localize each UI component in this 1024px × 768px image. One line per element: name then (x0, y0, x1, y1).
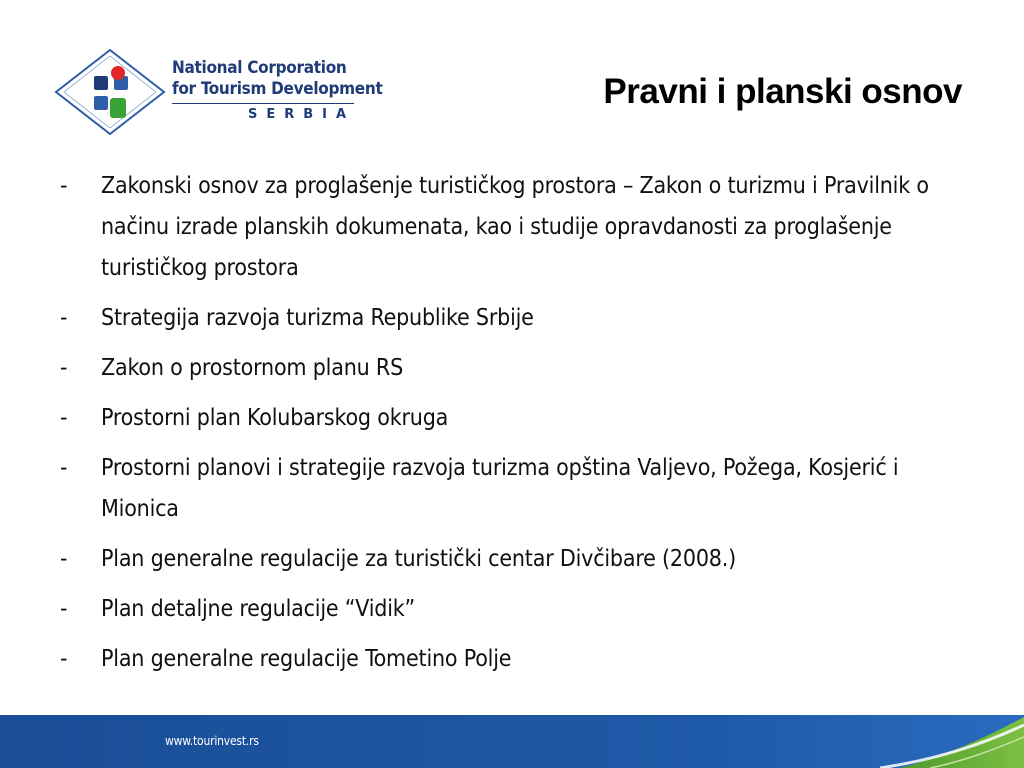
bullet-dash: - (60, 646, 68, 672)
list-item-text: Prostorni plan Kolubarskog okruga (101, 405, 449, 431)
logo-divider (172, 103, 354, 104)
bullet-dash: - (60, 546, 68, 572)
list-item-text: Zakonski osnov za proglašenje turističkog prostora – Zakon o turizmu i Pravilnik o načinu izrade planskih dokumenata, kao i studije opravdanosti za proglašenje turističkog prostora (101, 173, 929, 281)
logo-line-2: for Tourism Development (172, 79, 383, 99)
footer-band (0, 715, 1024, 768)
footer-website-link[interactable]: www.tourinvest.rs (165, 734, 259, 748)
bullet-list (60, 166, 980, 689)
list-item-text: Plan generalne regulacije Tometino Polje (101, 646, 512, 672)
list-item-text: Zakon o prostornom planu RS (101, 355, 404, 381)
list-item-text: Plan detaljne regulacije “Vidik” (101, 596, 416, 622)
list-item (60, 166, 980, 289)
organization-logo (52, 46, 383, 136)
bullet-dash: - (60, 355, 68, 381)
bullet-dash: - (60, 596, 68, 622)
logo-line-1: National Corporation (172, 58, 347, 78)
bullet-dash: - (60, 455, 68, 481)
list-item-text: Strategija razvoja turizma Republike Srbije (101, 305, 534, 331)
bullet-dash: - (60, 173, 68, 199)
list-item-text: Plan generalne regulacije za turistički centar Divčibare (2008.) (101, 546, 737, 572)
list-item (60, 448, 980, 530)
list-item-text: Prostorni planovi i strategije razvoja turizma opština Valjevo, Požega, Kosjerić i Mionica (101, 455, 899, 522)
list-item (60, 398, 980, 439)
slide-title: Pravni i planski osnov (603, 72, 962, 111)
list-item (60, 348, 980, 389)
logo-wordmark (172, 58, 382, 100)
logo-emblem-icon (52, 46, 170, 136)
list-item (60, 539, 980, 580)
list-item (60, 298, 980, 339)
bullet-dash: - (60, 405, 68, 431)
footer-wave-graphic (0, 715, 1024, 768)
list-item (60, 589, 980, 630)
bullet-dash: - (60, 305, 68, 331)
logo-country: SERBIA (248, 107, 356, 122)
list-item (60, 639, 980, 680)
